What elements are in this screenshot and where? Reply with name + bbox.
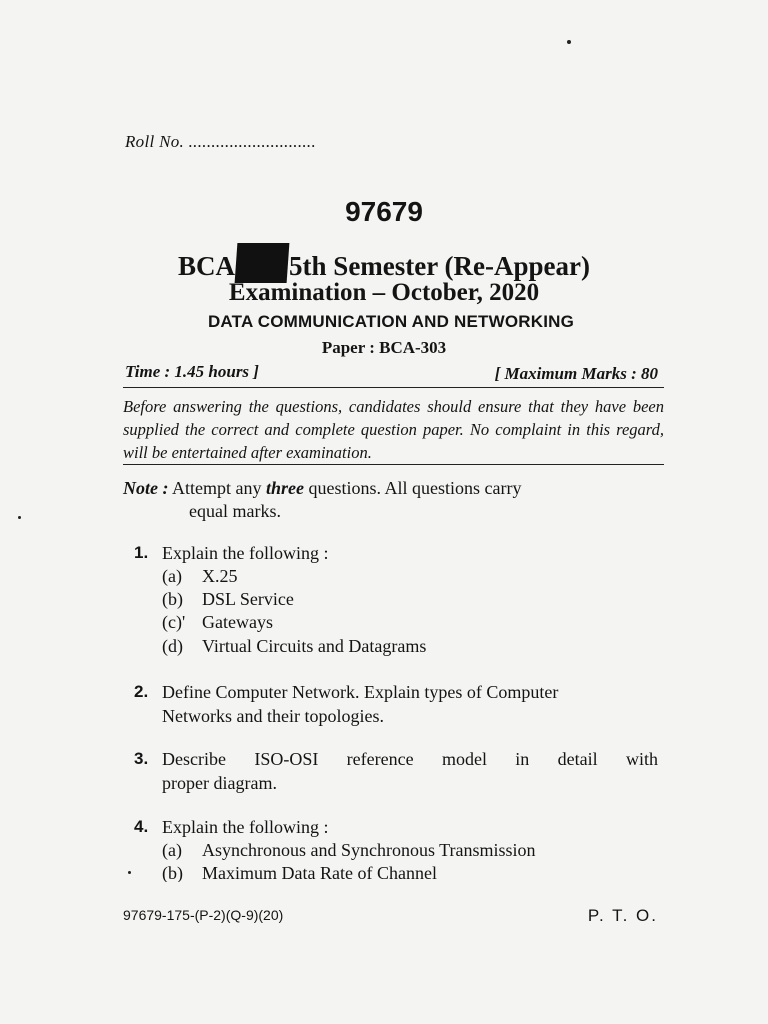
part-label: (a) — [162, 840, 182, 860]
question-text: proper diagram. — [162, 773, 277, 793]
paper-number: Paper : BCA-303 — [321, 338, 447, 357]
question-text: Networks and their topologies. — [162, 706, 384, 726]
part-label: (b) — [162, 863, 183, 882]
question-part — [162, 589, 294, 610]
question-text: Describe ISO-OSI reference model in detail with — [162, 749, 658, 769]
question-part — [162, 840, 536, 861]
note-continuation: equal marks. — [189, 501, 281, 521]
question-text: Explain the following : — [162, 543, 329, 563]
part-text: Virtual Circuits and Datagrams — [202, 636, 427, 656]
part-text: Maximum Data Rate of Channel — [202, 863, 437, 882]
question-text: Define Computer Network. Explain types of Computer — [162, 682, 559, 702]
question-part — [162, 612, 273, 633]
question-part — [162, 566, 238, 587]
note-text-before: Attempt any — [172, 478, 262, 498]
part-label: (c)' — [162, 612, 186, 632]
page-turn-over: P. T. O. — [587, 906, 658, 925]
note-label: Note : — [123, 478, 169, 498]
question-number: 2. — [134, 682, 149, 701]
maximum-marks: [ Maximum Marks : 80 — [494, 364, 658, 383]
course-title — [0, 243, 768, 283]
paper-code: 97679 — [345, 196, 423, 227]
subject-title: DATA COMMUNICATION AND NETWORKING — [207, 312, 575, 331]
course-name: BCA — [178, 251, 236, 281]
note-emphasis: three — [265, 478, 304, 498]
question-part — [162, 863, 437, 882]
semester-label: 5th Semester (Re-Appear) — [289, 251, 590, 281]
roll-number-line: Roll No. ............................ — [125, 132, 317, 151]
part-label: (d) — [162, 636, 183, 656]
part-text: Asynchronous and Synchronous Transmission — [202, 840, 536, 860]
speck-mark — [567, 40, 571, 44]
note — [123, 477, 664, 523]
instructions: Before answering the questions, candidates should ensure that they have been supplied the correct and complete question paper. No complaint in this regard, will be entertained after examination. — [123, 397, 664, 462]
question-part — [162, 636, 426, 657]
question-number: 3. — [134, 749, 149, 768]
exam-title: Examination – October, 2020 — [228, 279, 540, 306]
part-text: DSL Service — [202, 589, 294, 609]
note-text-after: questions. All questions carry — [308, 478, 522, 498]
footer-code: 97679-175-(P-2)(Q-9)(20) — [123, 907, 284, 923]
speck-mark — [18, 516, 21, 519]
part-label: (b) — [162, 589, 183, 609]
time-allowed: Time : 1.45 hours ] — [125, 362, 259, 381]
question-number: 4. — [134, 817, 149, 836]
question-text: Explain the following : — [162, 817, 329, 837]
divider-top — [123, 387, 664, 388]
redaction-block — [235, 243, 290, 283]
part-text: X.25 — [202, 566, 238, 586]
part-label: (a) — [162, 566, 182, 586]
speck-mark — [128, 871, 131, 874]
question-number: 1. — [134, 543, 149, 562]
divider-bottom — [123, 464, 664, 465]
part-text: Gateways — [202, 612, 273, 632]
